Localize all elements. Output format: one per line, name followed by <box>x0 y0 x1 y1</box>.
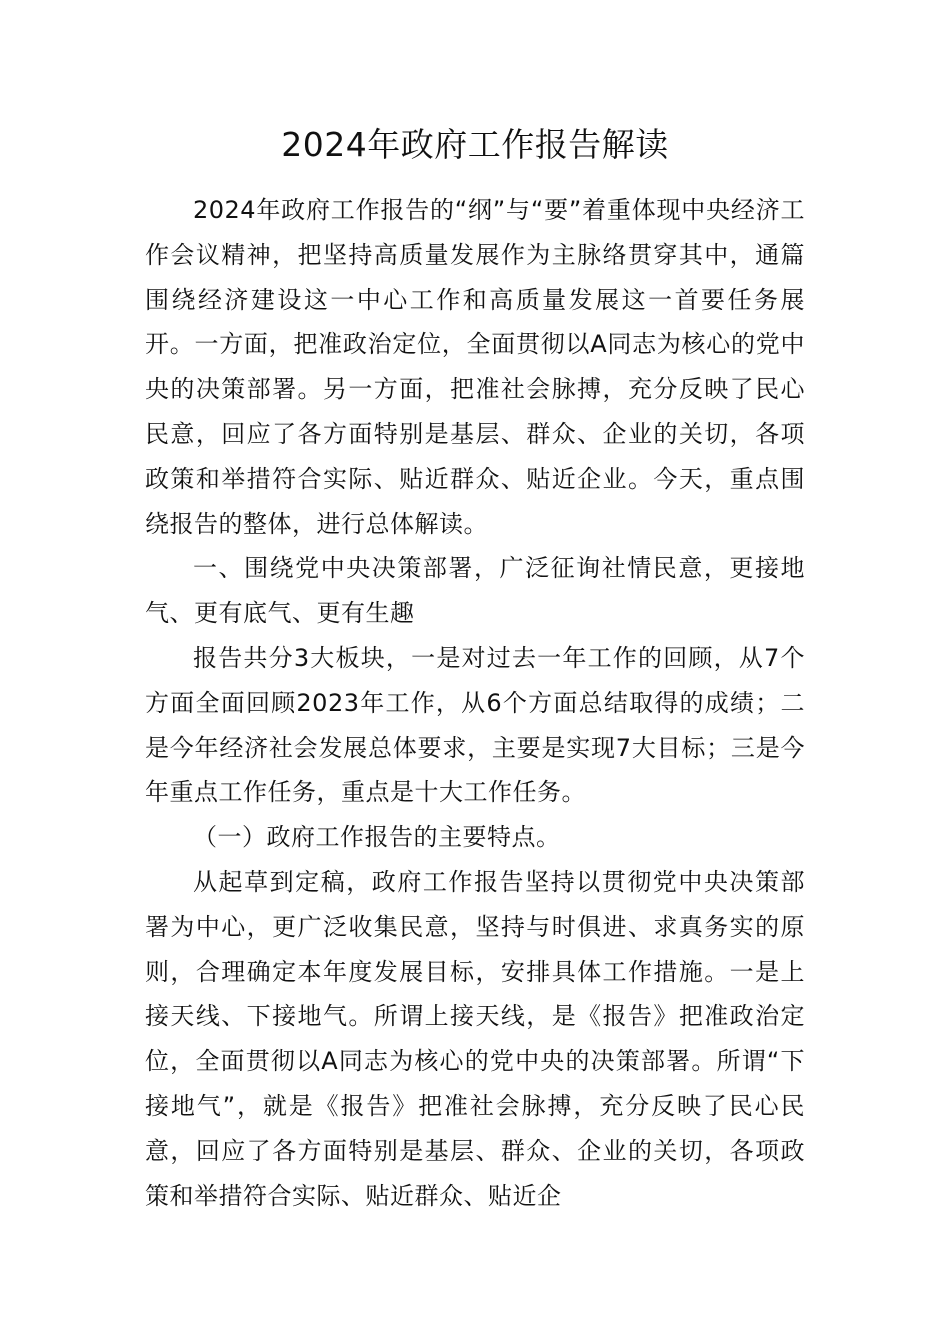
document-title: 2024年政府工作报告解读 <box>281 125 669 164</box>
paragraph-intro: 2024年政府工作报告的“纲”与“要”着重体现中央经济工作会议精神，把坚持高质量发展作为主脉络贯穿其中，通篇围绕经济建设这一中心工作和高质量发展这一首要任务展开。一方面，把准政治定位，全面贯彻以A同志为核心的党中央的决策部署。另一方面，把准社会脉搏，充分反映了民心民意，回应了各方面特别是基层、群众、企业的关切，各项政策和举措符合实际、贴近群众、贴近企业。今天，重点围绕报告的整体，进行总体解读。 <box>145 196 805 538</box>
document-body <box>145 188 805 1218</box>
subsection-heading-1: （一）政府工作报告的主要特点。 <box>193 823 561 852</box>
paragraph-features: 从起草到定稿，政府工作报告坚持以贯彻党中央决策部署为中心，更广泛收集民意，坚持与时俱进、求真务实的原则，合理确定本年度发展目标，安排具体工作措施。一是上接天线、下接地气。所谓上接天线，是《报告》把准政治定位，全面贯彻以A同志为核心的党中央的决策部署。所谓“下接地气”，就是《报告》把准社会脉搏，充分反映了民心民意，回应了各方面特别是基层、群众、企业的关切，各项政策和举措符合实际、贴近群众、贴近企 <box>145 867 805 1210</box>
section-heading-1: 一、围绕党中央决策部署，广泛征询社情民意，更接地气、更有底气、更有生趣 <box>145 554 805 628</box>
paragraph-report-structure: 报告共分3大板块，一是对过去一年工作的回顾，从7个方面全面回顾2023年工作，从6个方面总结取得的成绩；二是今年经济社会发展总体要求，主要是实现7大目标；三是今年重点工作任务，重点是十大工作任务。 <box>145 643 805 807</box>
